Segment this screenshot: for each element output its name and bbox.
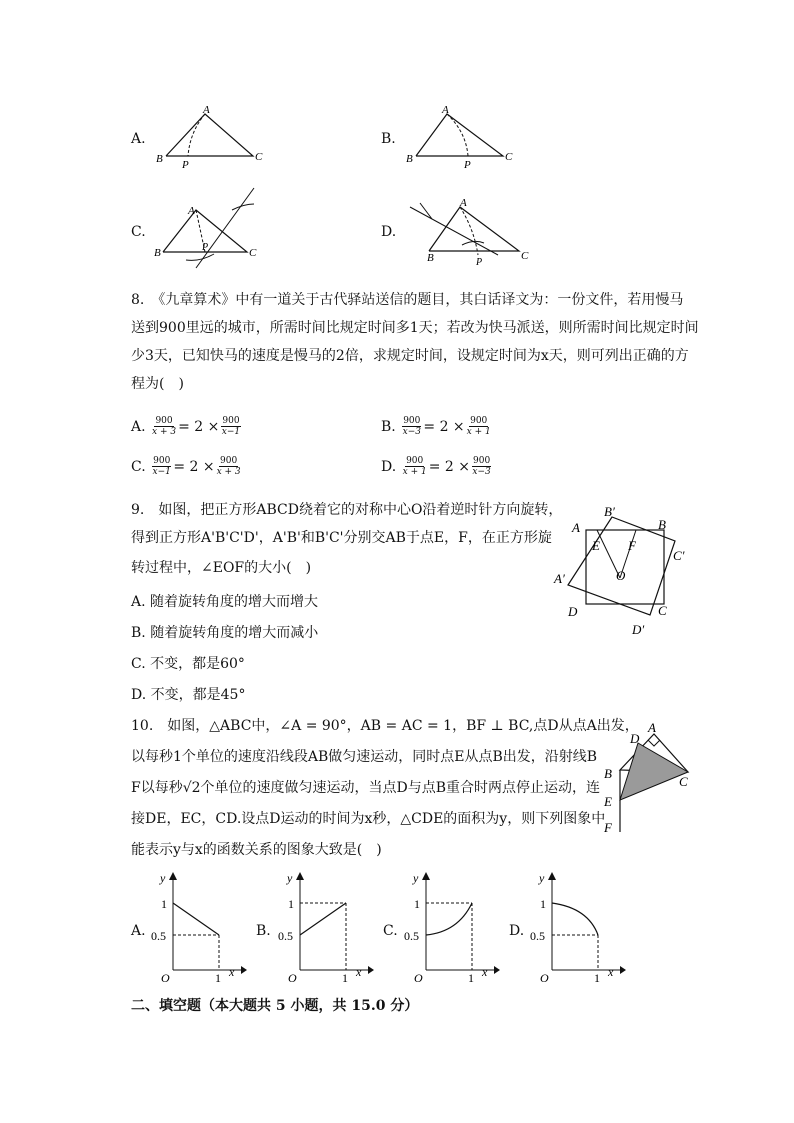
- q10-text-line1: 10. 如图，△ABC中，∠A = 90°，AB = AC = 1，BF ⊥ BC,点D从点A出发，: [131, 718, 639, 734]
- q7d-point-b: B: [427, 252, 434, 264]
- q8d-left-num: 900: [406, 456, 424, 466]
- q7c-point-c: C: [249, 247, 257, 259]
- q10-label-f: F: [604, 820, 612, 835]
- q8-text-line1: 8. 《九章算术》中有一道关于古代驿站送信的题目，其白话译文为：一份文件，若用慢马: [131, 292, 684, 308]
- q7c-point-a: A: [188, 205, 195, 217]
- q7-option-c-label: C.: [131, 224, 146, 240]
- q9-label-c-prime: C′: [673, 548, 685, 563]
- q10b-origin: O: [288, 971, 297, 985]
- q10c-tick-1: 1: [414, 897, 420, 911]
- q8a-mid: = 2 ×: [178, 418, 220, 435]
- q8b-mid: = 2 ×: [423, 418, 465, 435]
- q7-option-b-label: B.: [381, 131, 396, 147]
- q7a-point-p: P: [182, 159, 189, 171]
- q7-option-d-label: D.: [381, 224, 397, 240]
- q8-option-a: [131, 416, 243, 437]
- q10b-tick-x1: 1: [342, 971, 348, 985]
- q10-label-b: B: [604, 766, 612, 781]
- q10b-tick-1: 1: [288, 897, 294, 911]
- q8-option-c: [131, 456, 243, 477]
- q10d-tick-1: 1: [540, 897, 546, 911]
- q9-label-a-prime: A′: [554, 571, 565, 586]
- q10-text-line3: F以每秒√2个单位的速度做匀速运动，当点D与点B重合时两点停止运动，连: [131, 780, 601, 796]
- q9-option-d: D. 不变，都是45°: [131, 687, 246, 703]
- q10-graph-c-label: C.: [383, 923, 398, 939]
- q8-text-line3: 少3天，已知快马的速度是慢马的2倍，求规定时间，设规定时间为x天，则可列出正确的方: [131, 348, 689, 364]
- q10c-tick-half: 0.5: [404, 929, 419, 943]
- q7-option-a-label: A.: [131, 131, 146, 147]
- q7b-point-a: A: [442, 104, 449, 116]
- q8d-right-den: x−3: [472, 467, 491, 477]
- q10a-tick-half: 0.5: [151, 929, 166, 943]
- q10c-origin: O: [414, 971, 423, 985]
- q9-label-c: C: [658, 603, 667, 618]
- q10-graph-d: [524, 870, 626, 985]
- q7a-point-a: A: [203, 104, 210, 116]
- q8b-right-num: 900: [470, 416, 488, 426]
- q10d-origin: O: [540, 971, 549, 985]
- q9-label-d: D: [568, 604, 578, 619]
- q9-text-line2: 得到正方形A'B'C'D'，A'B'和B'C'分别交AB于点E，F，在正方形旋: [131, 530, 552, 546]
- q9-text-line3: 转过程中，∠EOF的大小( ): [131, 560, 312, 576]
- q8d-left-den: x + 1: [402, 467, 427, 477]
- q7-figure-c: [150, 182, 280, 274]
- q10d-tick-half: 0.5: [530, 929, 545, 943]
- q10-graph-a: [145, 870, 247, 985]
- q8-option-c-label: C.: [131, 458, 146, 475]
- q9-text-line1: 9. 如图，把正方形ABCD绕着它的对称中心O沿着逆时针方向旋转，: [131, 502, 563, 518]
- q10-text-line4: 接DE，EC，CD.设点D运动的时间为x秒，△CDE的面积为y，则下列图象中: [131, 811, 606, 827]
- q9-label-e: E: [592, 538, 600, 553]
- q10a-y-label: y: [160, 871, 166, 885]
- q8a-left-num: 900: [155, 416, 173, 426]
- q9-label-b-prime: B′: [604, 504, 615, 519]
- q10-figure-triangle: [596, 716, 696, 838]
- q7d-point-a: A: [460, 197, 467, 209]
- q7d-point-p: P: [476, 257, 483, 268]
- q10d-tick-x1: 1: [594, 971, 600, 985]
- q7-figure-d: [404, 195, 534, 273]
- q9-option-b: B. 随着旋转角度的增大而减小: [131, 625, 319, 641]
- q8b-right-den: x + 1: [466, 427, 491, 437]
- q7a-point-b: B: [156, 153, 163, 165]
- q10-label-a: A: [648, 720, 656, 735]
- q8a-left-den: x + 3: [152, 427, 177, 437]
- q10-text-line2: 以每秒1个单位的速度沿线段AB做匀速运动，同时点E从点B出发，沿射线B: [131, 749, 598, 765]
- q8-option-a-label: A.: [131, 418, 146, 435]
- q7d-point-c: C: [521, 250, 529, 262]
- q7b-point-p: P: [464, 159, 471, 171]
- q9-label-b: B: [658, 517, 666, 532]
- q8c-left-num: 900: [153, 456, 171, 466]
- q10d-x-label: x: [608, 965, 614, 979]
- q9-label-d-prime: D′: [632, 622, 645, 637]
- q8b-left-num: 900: [403, 416, 421, 426]
- q8-option-b: [381, 416, 493, 437]
- q10a-tick-1: 1: [161, 897, 167, 911]
- q10c-tick-x1: 1: [468, 971, 474, 985]
- q9-label-a: A: [572, 520, 580, 535]
- q10b-tick-half: 0.5: [278, 929, 293, 943]
- q8b-left-den: x−3: [402, 427, 421, 437]
- q7c-point-b: B: [154, 247, 161, 259]
- q8-option-d-label: D.: [381, 458, 397, 475]
- q10-label-d: D: [630, 731, 640, 746]
- q10c-y-label: y: [413, 871, 419, 885]
- q8-option-b-label: B.: [381, 418, 396, 435]
- q8d-right-num: 900: [473, 456, 491, 466]
- q7a-point-c: C: [255, 151, 263, 163]
- q9-option-c: C. 不变，都是60°: [131, 656, 245, 672]
- q10d-y-label: y: [539, 871, 545, 885]
- q9-label-o: O: [616, 568, 626, 583]
- q9-figure-rotated-squares: [550, 498, 700, 640]
- q10-graph-d-label: D.: [509, 923, 525, 939]
- q8d-mid: = 2 ×: [428, 458, 470, 475]
- q9-label-f: F: [628, 538, 636, 553]
- q9-option-a: A. 随着旋转角度的增大而增大: [131, 594, 319, 610]
- q10c-x-label: x: [482, 965, 488, 979]
- q10-text-line5: 能表示y与x的函数关系的图象大致是( ): [131, 842, 382, 858]
- q8-text-line2: 送到900里远的城市，所需时间比规定时间多1天；若改为快马派送，则所需时间比规定时间: [131, 320, 699, 336]
- q10-label-c: C: [679, 774, 688, 789]
- q10a-tick-x1: 1: [215, 971, 221, 985]
- q10-graph-b-label: B.: [256, 923, 271, 939]
- q7b-point-b: B: [406, 153, 413, 165]
- q8c-right-den: x + 3: [216, 467, 241, 477]
- q7b-point-c: C: [505, 151, 513, 163]
- q8a-right-num: 900: [222, 416, 240, 426]
- q7-figure-a: [150, 102, 275, 174]
- q10-graph-c: [398, 870, 500, 985]
- q10b-x-label: x: [356, 965, 362, 979]
- section-heading-fill-blank: 二、填空题（本大题共 5 小题，共 15.0 分）: [131, 998, 419, 1014]
- q8c-right-num: 900: [220, 456, 238, 466]
- q7-figure-b: [400, 102, 525, 174]
- q8a-right-den: x−1: [221, 427, 241, 437]
- q8-option-d: [381, 456, 493, 477]
- q10-graph-b: [272, 870, 374, 985]
- q8-text-line4: 程为( ): [131, 376, 184, 392]
- q7c-point-p: P: [202, 242, 209, 253]
- q10b-y-label: y: [287, 871, 293, 885]
- q10-label-e: E: [604, 794, 612, 809]
- q8c-mid: = 2 ×: [173, 458, 215, 475]
- q10-graph-a-label: A.: [131, 923, 146, 939]
- q10a-x-label: x: [229, 965, 235, 979]
- q10a-origin: O: [161, 971, 170, 985]
- q8c-left-den: x−1: [152, 467, 171, 477]
